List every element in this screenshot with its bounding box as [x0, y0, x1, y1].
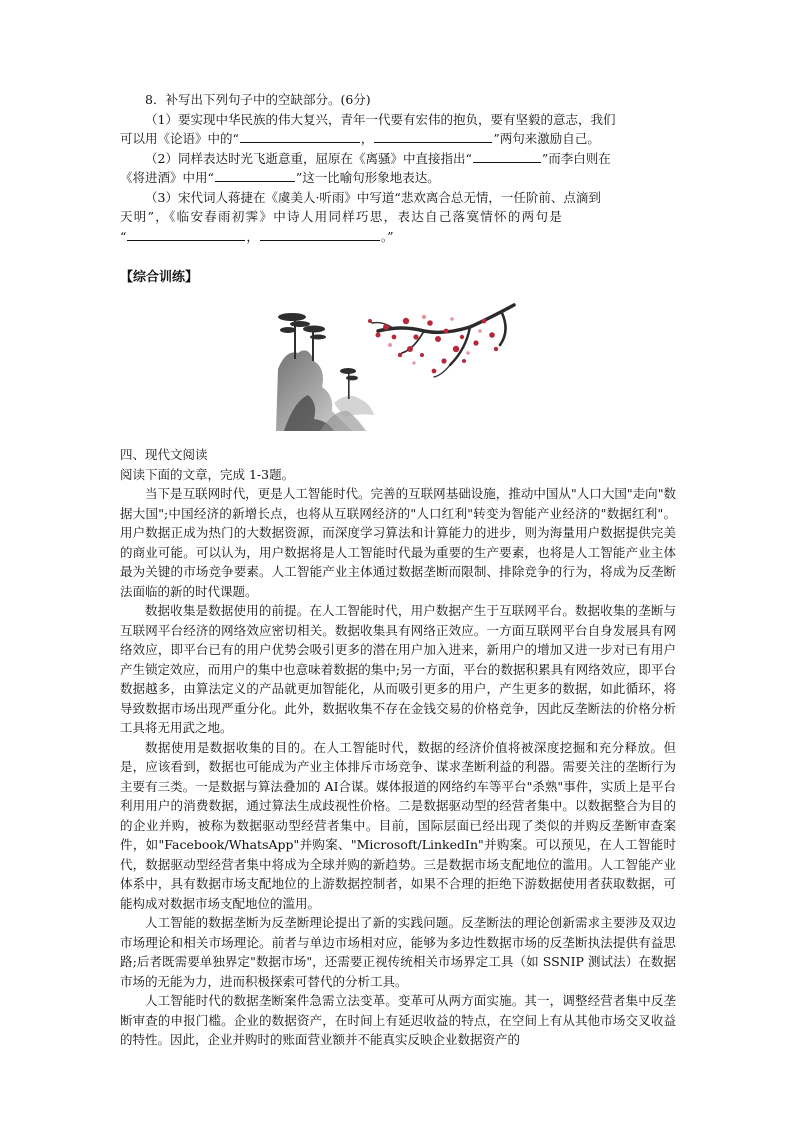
answer-blank[interactable]	[240, 130, 360, 143]
answer-blank[interactable]	[374, 130, 492, 143]
reading-instruction: 阅读下面的文章，完成 1-3题。	[120, 466, 295, 482]
reading-paragraph-4: 人工智能的数据垄断为反垄断理论提出了新的实践问题。反垄断法的理论创新需求主要涉及双边市场理论和相关市场理论。前者与单边市场相对应，能够为多边性数据市场的反垄断执法提供有益思路;后者既需要单独界定"数据市场"，还需要正视传统相关市场界定工具（如 SSNIP 测试法）在数据市场的无能为力，进而积极探索可替代的分析工具。	[120, 915, 676, 989]
ink-painting-image	[274, 291, 519, 436]
question-8-item-1-line-1: （1）要实现中华民族的伟大复兴，青年一代要有宏伟的抱负，要有坚毅的意志，我们	[145, 111, 616, 127]
question-8-item-3-line-2: 天明”，《临安春雨初霁》中诗人用同样巧思，表达自己落寞情怀的两句是	[120, 209, 564, 224]
answer-blank[interactable]	[215, 169, 295, 182]
illustration	[120, 291, 676, 441]
answer-blank[interactable]	[473, 150, 541, 163]
reading-paragraph-3: 数据使用是数据收集的目的。在人工智能时代，数据的经济价值将被深度挖掘和充分释放。但是，应该看到，数据也可能成为产业主体排斥市场竞争、谋求垄断利益的利器。需要关注的垄断行为主要有三类。一是数据与算法叠加的 AI合谋。媒体报道的网络约车等平台"杀熟"事件，实质上是平台利用用户的消费数据，通过算法生成歧视性价格。二是数据驱动型的经营者集中。以数据整合为目的的企业并购，被称为数据驱动型经营者集中。目前，国际层面已经出现了类似的并购反垄断审查案件，如"Facebook/WhatsApp"并购案、"Microsoft/LinkedIn"并购案。可以预见，在人工智能时代，数据驱动型经营者集中将成为全球并购的新趋势。三是数据市场支配地位的滥用。人工智能产业体系中，具有数据市场支配地位的上游数据控制者，如果不合理的拒绝下游数据使用者获取数据，可能构成对数据市场支配地位的滥用。	[120, 739, 676, 911]
document-page	[120, 90, 676, 1050]
question-8-item-2-line-1: （2）同样表达时光飞逝意重，屈原在《离骚》中直接指出“ ”而李白则在	[145, 150, 611, 166]
question-8-item-1-line-2: 可以用《论语》中的“ ， ”两句来激励自己。	[120, 131, 600, 146]
question-8-item-3-line-3: “ ， 。”	[120, 228, 394, 244]
section-heading: 【综合训练】	[120, 270, 199, 285]
question-8-title: 8．补写出下列句子中的空缺部分。(6分)	[145, 92, 371, 107]
question-8-item-3-line-1: （3）宋代词人蒋捷在《虞美人·听雨》中写道“悲欢离合总无情，一任阶前、点滴到	[145, 189, 601, 205]
reading-paragraph-1: 当下是互联网时代，更是人工智能时代。完善的互联网基础设施，推动中国从"人口大国"走向"数据大国";中国经济的新增长点，也将从互联网经济的"人口红利"转变为智能产业经济的"数据红利"。用户数据正成为热门的大数据资源，而深度学习算法和计算能力的进步，则为海量用户数据提供完美的商业可能。可以认为，用户数据将是人工智能时代最为重要的生产要素，也将是人工智能产业主体最为关键的市场竞争要素。人工智能产业主体通过数据垄断而限制、排除竞争的行为，将成为反垄断法面临的新的时代课题。	[120, 486, 676, 599]
question-8-item-2-line-2: 《将进酒》中用“ ”这一比喻句形象地表达。	[120, 170, 440, 185]
answer-blank[interactable]	[127, 228, 245, 241]
answer-blank[interactable]	[260, 228, 380, 241]
reading-section-title: 四、现代文阅读	[120, 447, 208, 462]
reading-paragraph-2: 数据收集是数据使用的前提。在人工智能时代，用户数据产生于互联网平台。数据收集的垄断与互联网平台经济的网络效应密切相关。数据收集具有网络正效应。一方面互联网平台自身发展具有网络效应，即平台已有的用户优势会吸引更多的潜在用户加入进来，新用户的增加又进一步对已有用户产生锁定效应，而用户的集中也意味着数据的集中;另一方面，平台的数据积累具有网络效应，即平台数据越多，由算法定义的产品就更加智能化，从而吸引更多的用户，产生更多的数据，如此循环，将导致数据市场出现严重分化。此外，数据收集不存在金钱交易的价格竞争，因此反垄断法的价格分析工具将无用武之地。	[120, 603, 676, 735]
reading-paragraph-5: 人工智能时代的数据垄断案件急需立法变革。变革可从两方面实施。其一，调整经营者集中反垄断审查的申报门槛。企业的数据资产，在时间上有延迟收益的特点，在空间上有从其他市场交叉收益的特性。因此，企业并购时的账面营业额并不能真实反映企业数据资产的	[120, 993, 676, 1047]
